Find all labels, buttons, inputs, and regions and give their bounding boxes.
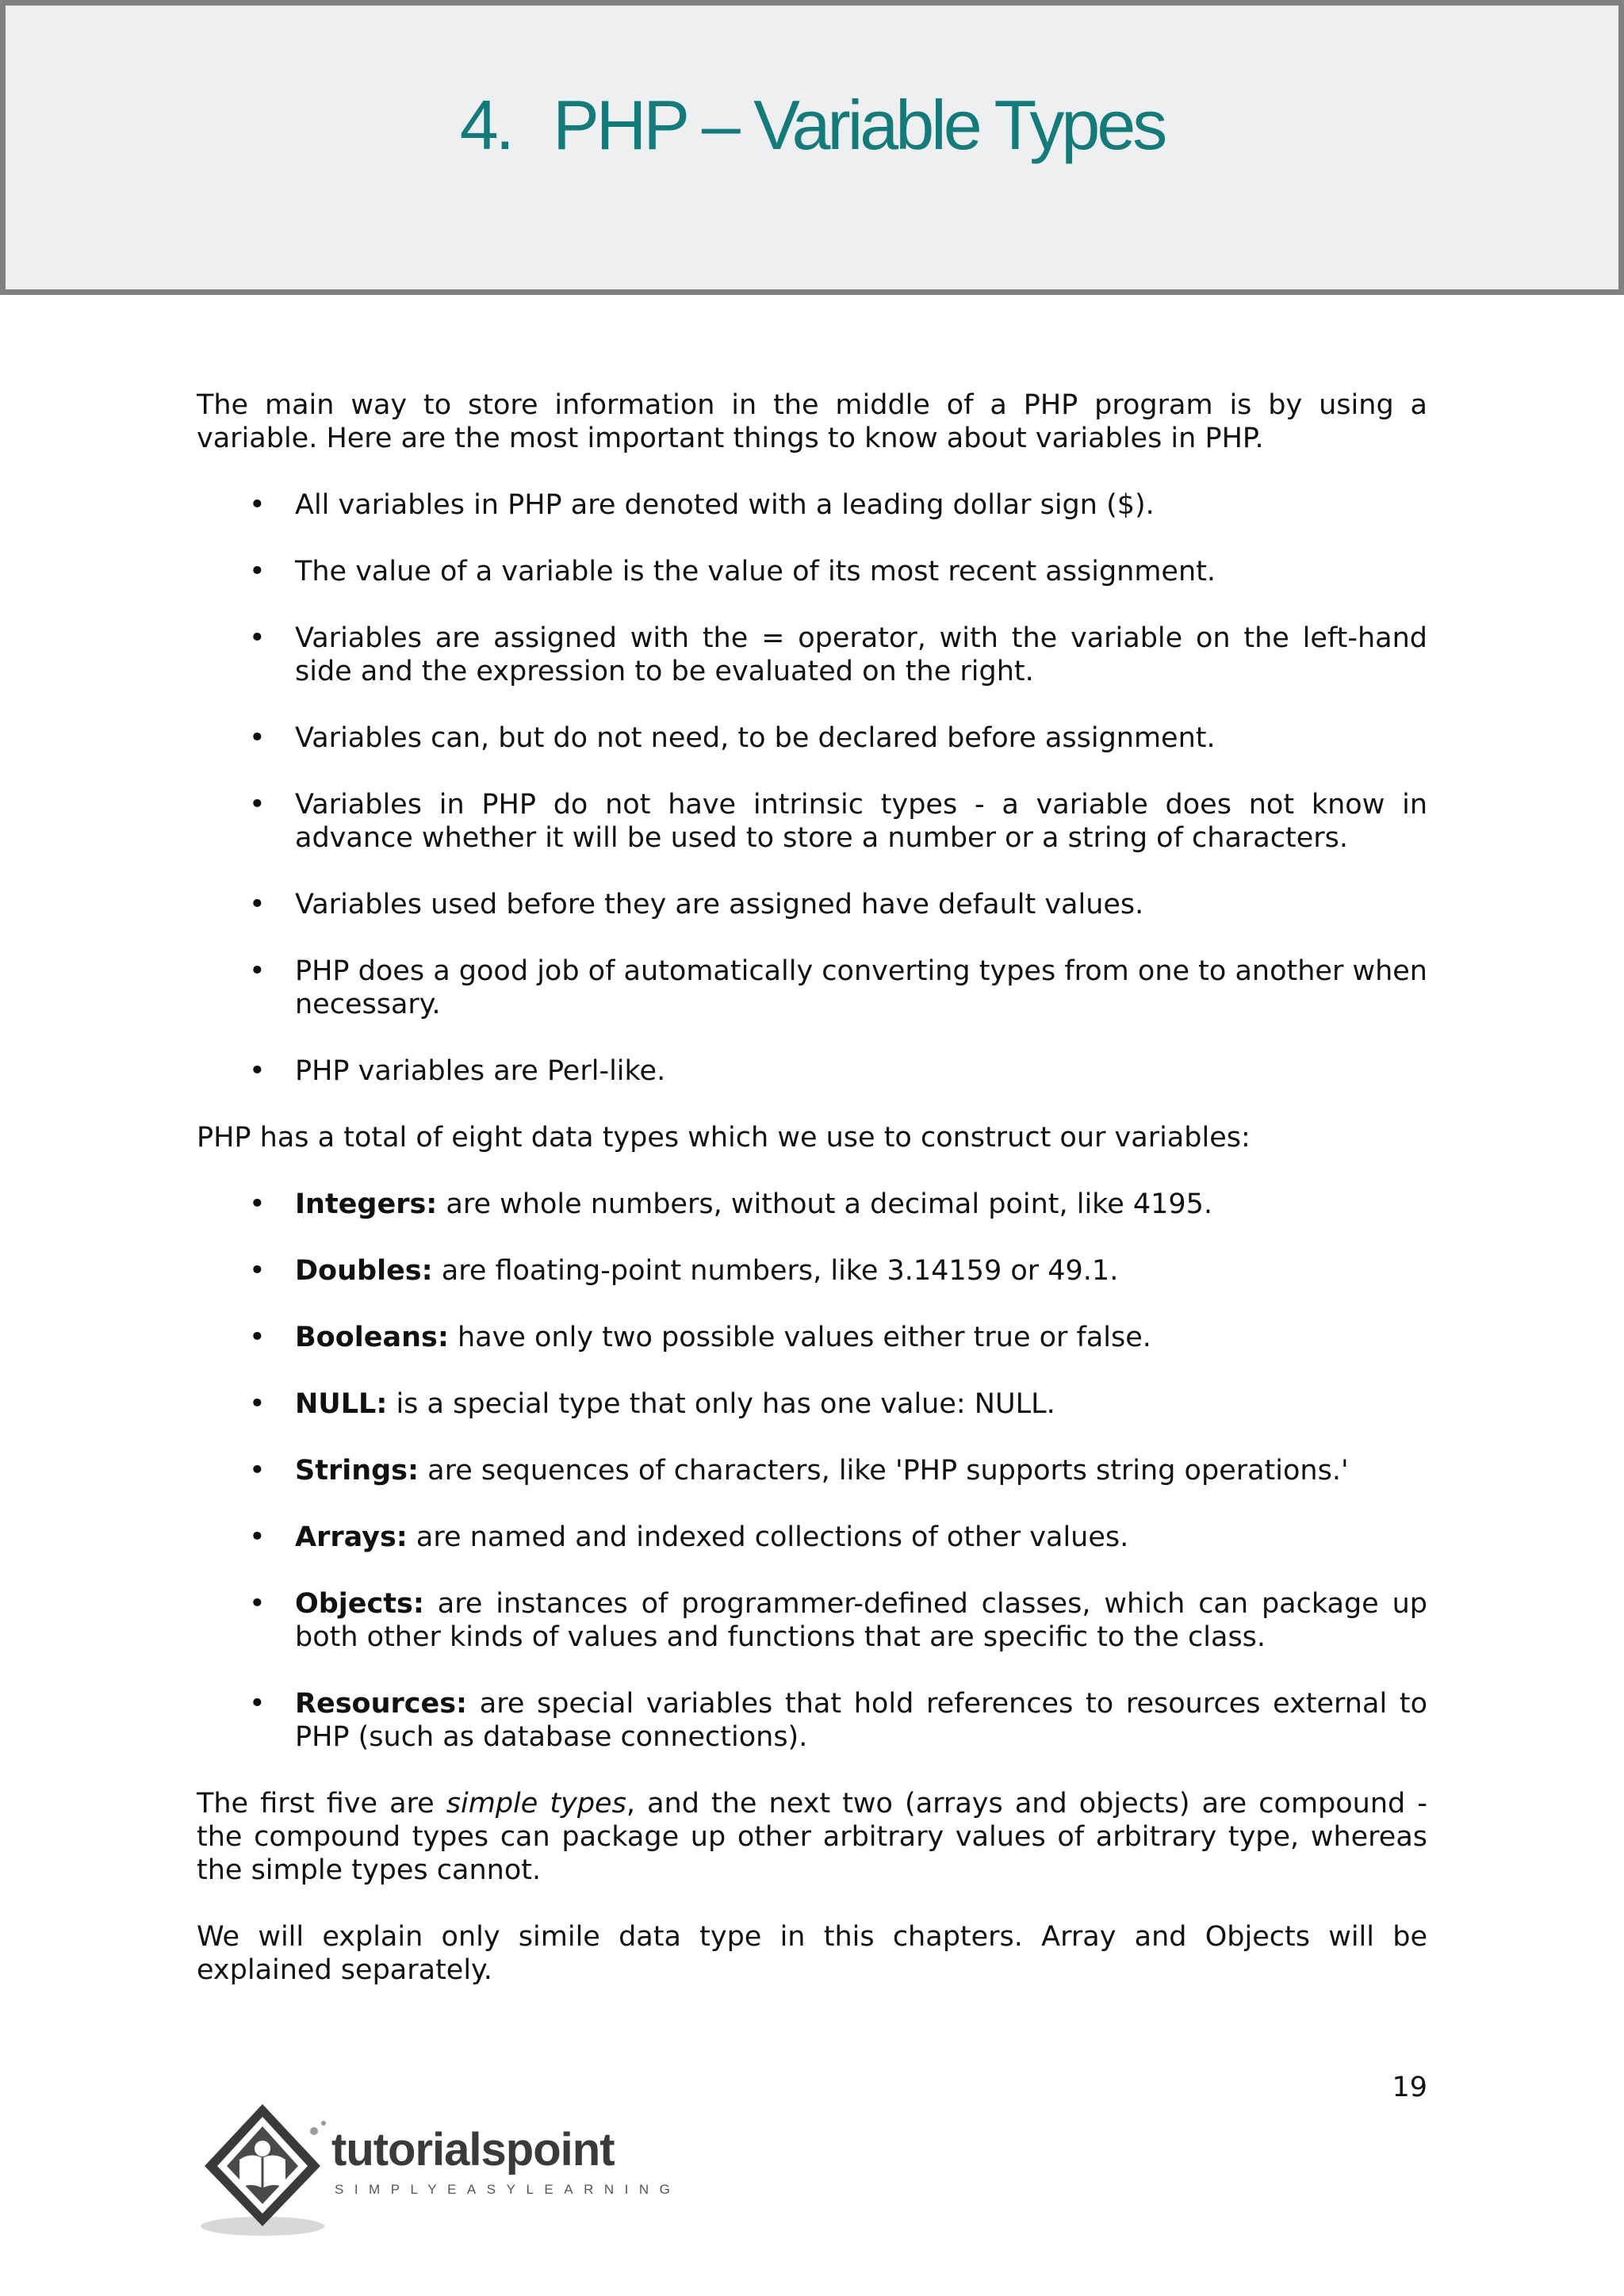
bullet-icon: • (249, 489, 266, 521)
bullet-icon: • (249, 1388, 266, 1420)
type-description: is a special type that only has one value: NULL. (387, 1388, 1055, 1420)
type-description: have only two possible values either true or false. (448, 1322, 1151, 1353)
type-description: are whole numbers, without a decimal point, like 4195. (437, 1188, 1213, 1220)
type-description: are special variables that hold references to resources external to PHP (such as database connections). (295, 1688, 1427, 1753)
bullet-icon: • (249, 1688, 266, 1720)
bullet-icon: • (249, 889, 266, 920)
closing-paragraph: We will explain only simile data type in this chapters. Array and Objects will be explained separately. (197, 1921, 1427, 1986)
bullet-icon: • (249, 789, 266, 821)
type-term: NULL: (295, 1388, 388, 1420)
chapter-number: 4. (459, 86, 512, 164)
bullet-icon: • (249, 722, 266, 754)
list-item: • PHP variables are Perl-like. (249, 1055, 666, 1087)
type-description: are floating-point numbers, like 3.14159 or 49.1. (432, 1255, 1119, 1287)
data-types-list (197, 1188, 1427, 1754)
bullet-icon: • (249, 1455, 266, 1487)
list-item: • Variables used before they are assigned have default values. (249, 889, 1144, 920)
logo-mark-icon (195, 2099, 330, 2239)
simple-types-emphasis: simple types (446, 1788, 626, 1820)
intro-paragraph: The main way to store information in the middle of a PHP program is by using a variable. Here are the most important things to know about variables in PHP. (197, 389, 1427, 454)
bullet-icon: • (249, 1322, 266, 1353)
bullet-icon: • (249, 1188, 266, 1220)
bullet-icon: • (249, 1055, 266, 1087)
chapter-title-text: PHP – Variable Types (553, 86, 1165, 164)
page-number: 19 (1392, 2072, 1427, 2103)
list-item: • Variables are assigned with the = operator, with the variable on the left-hand side and the expression to be evaluated on the right. (249, 622, 1427, 687)
bullet-icon: • (249, 622, 266, 654)
types-intro-paragraph: PHP has a total of eight data types which we use to construct our variables: (197, 1122, 1251, 1154)
logo-wordmark: tutorialspoint (331, 2124, 615, 2175)
type-term: Strings: (295, 1455, 419, 1487)
bullet-icon: • (249, 1588, 266, 1620)
bullet-icon: • (249, 1521, 266, 1553)
type-term: Integers: (295, 1188, 438, 1220)
type-term: Objects: (295, 1588, 424, 1620)
tutorialspoint-logo (195, 2099, 681, 2239)
page-content (197, 388, 1427, 1987)
type-description: are named and indexed collections of other values. (407, 1521, 1129, 1553)
list-item (197, 1188, 1427, 1221)
list-item (197, 1521, 1427, 1554)
list-item (197, 1687, 1427, 1754)
list-item: • The value of a variable is the value of its most recent assignment. (249, 556, 1216, 587)
bullet-icon: • (249, 955, 266, 987)
list-item: • All variables in PHP are denoted with a leading dollar sign ($). (249, 489, 1155, 521)
list-item (197, 1454, 1427, 1487)
list-item (197, 1587, 1427, 1654)
type-term: Doubles: (295, 1255, 433, 1287)
list-item (197, 1254, 1427, 1288)
type-term: Booleans: (295, 1322, 449, 1353)
type-description: are sequences of characters, like 'PHP supports string operations.' (419, 1455, 1349, 1487)
type-term: Resources: (295, 1688, 468, 1720)
variable-facts-list (197, 488, 1427, 1088)
bullet-icon: • (249, 1255, 266, 1287)
list-item: • Variables in PHP do not have intrinsic types - a variable does not know in advance whether it will be used to store a number or a string of characters. (249, 789, 1427, 854)
chapter-title (6, 85, 1618, 166)
bullet-icon: • (249, 556, 266, 587)
list-item (197, 1321, 1427, 1354)
chapter-banner (0, 0, 1624, 295)
type-term: Arrays: (295, 1521, 408, 1553)
logo-tagline: SIMPLYEASYLEARNING (335, 2182, 681, 2197)
list-item: • Variables can, but do not need, to be declared before assignment. (249, 722, 1216, 754)
list-item (197, 1387, 1427, 1421)
list-item: • PHP does a good job of automatically converting types from one to another when necessary. (249, 955, 1427, 1020)
summary-paragraph: The first five are simple types, and the next two (arrays and objects) are compound - the compound types can package up other arbitrary values of arbitrary type, whereas the simple types cannot. (197, 1788, 1427, 1886)
type-description: are instances of programmer-defined classes, which can package up both other kinds of values and functions that are specific to the class. (295, 1588, 1427, 1653)
